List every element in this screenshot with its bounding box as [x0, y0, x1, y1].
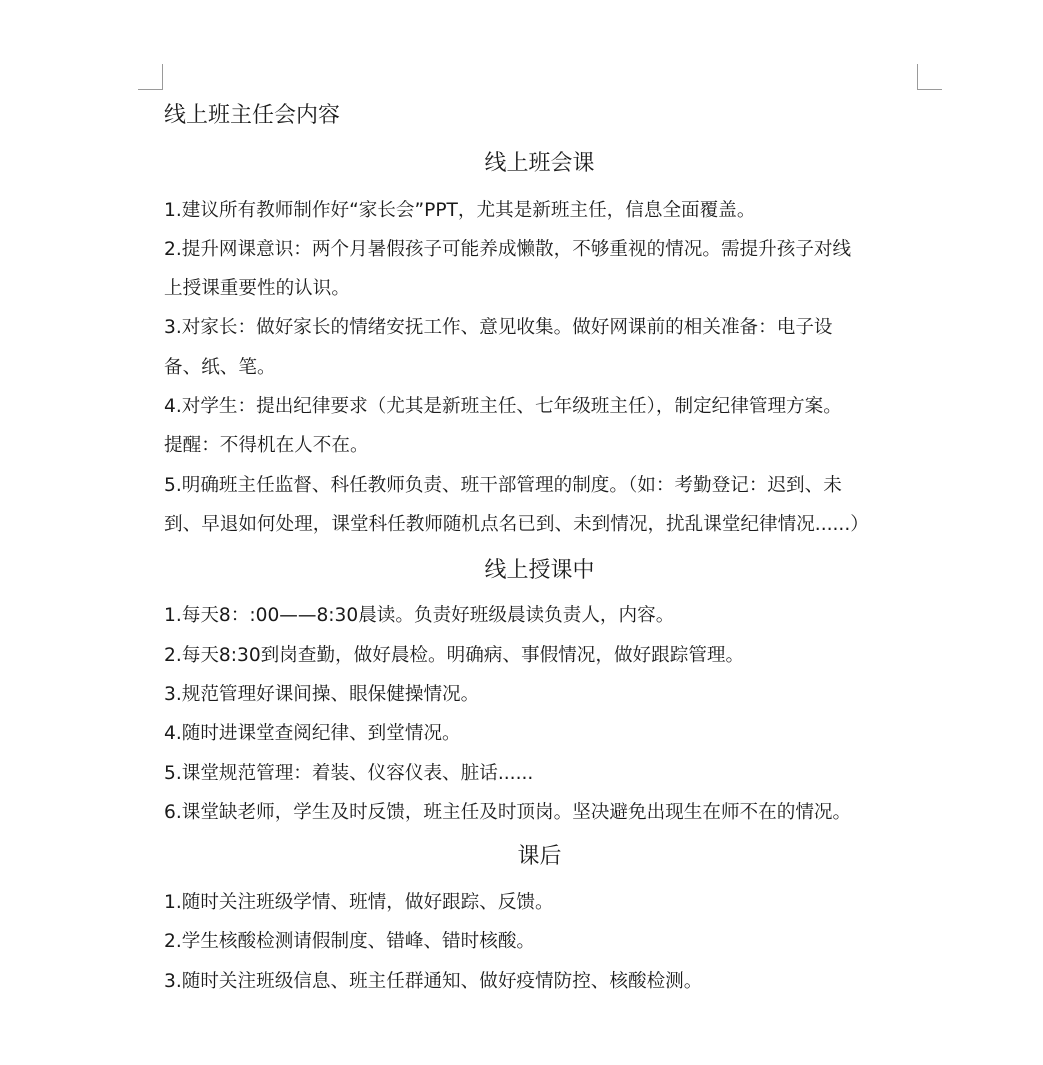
paragraph-line: 1.随时关注班级学情、班情，做好跟踪、反馈。 [164, 892, 554, 913]
paragraph-line: 2.提升网课意识：两个月暑假孩子可能养成懒散，不够重视的情况。需提升孩子对线 [164, 239, 852, 260]
paragraph-line: 提醒：不得机在人不在。 [164, 435, 369, 456]
margin-corner-top-left [138, 64, 163, 90]
paragraph-line: 1.每天8：:00——8:30晨读。负责好班级晨读负责人，内容。 [164, 605, 675, 626]
paragraph-line: 6.课堂缺老师，学生及时反馈，班主任及时顶岗。坚决避免出现生在师不在的情况。 [164, 802, 852, 823]
paragraph-line: 2.学生核酸检测请假制度、错峰、错时核酸。 [164, 931, 536, 952]
paragraph-line: 2.每天8:30到岗查勤，做好晨检。明确病、事假情况，做好跟踪管理。 [164, 645, 745, 666]
margin-corner-top-right [917, 64, 942, 90]
paragraph-line: 4.随时进课堂查阅纪律、到堂情况。 [164, 723, 461, 744]
paragraph-line: 4.对学生：提出纪律要求（尤其是新班主任、七年级班主任），制定纪律管理方案。 [164, 396, 842, 417]
section-heading: 线上授课中 [484, 558, 595, 583]
document-title: 线上班主任会内容 [164, 103, 341, 128]
section-heading: 课后 [517, 844, 562, 869]
paragraph-line: 5.明确班主任监督、科任教师负责、班干部管理的制度。（如：考勤登记：迟到、未 [164, 475, 842, 496]
paragraph-line: 1.建议所有教师制作好“家长会”PPT，尤其是新班主任，信息全面覆盖。 [164, 200, 756, 221]
paragraph-line: 5.课堂规范管理：着装、仪容仪表、脏话...... [164, 763, 534, 784]
paragraph-line: 3.随时关注班级信息、班主任群通知、做好疫情防控、核酸检测。 [164, 971, 703, 992]
paragraph-line: 到、早退如何处理，课堂科任教师随机点名已到、未到情况，扰乱课堂纪律情况......） [164, 514, 869, 535]
paragraph-line: 3.规范管理好课间操、眼保健操情况。 [164, 684, 480, 705]
section-heading: 线上班会课 [484, 151, 595, 176]
paragraph-line: 备、纸、笔。 [164, 357, 276, 378]
paragraph-line: 上授课重要性的认识。 [164, 278, 350, 299]
paragraph-line: 3.对家长：做好家长的情绪安抚工作、意见收集。做好网课前的相关准备：电子设 [164, 317, 833, 338]
